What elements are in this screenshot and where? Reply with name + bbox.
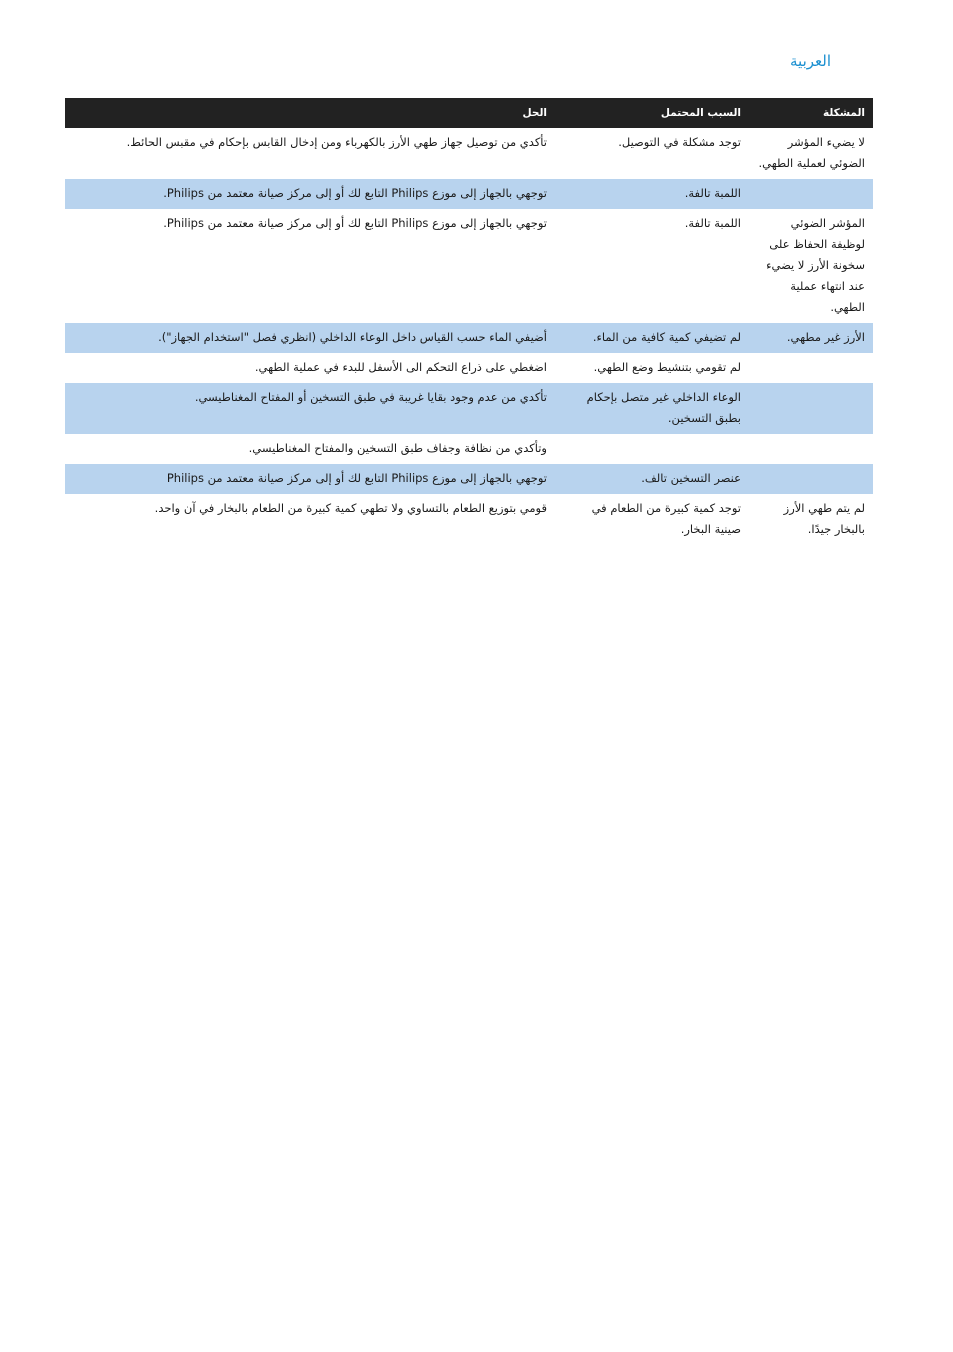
cell-solution: توجهي بالجهاز إلى موزع Philips التابع لك أو إلى مركز صيانة معتمد من Philips. (163, 216, 547, 230)
table-row (65, 179, 873, 209)
header-solution: الحل (65, 98, 555, 128)
table-row (65, 464, 873, 494)
table-row (65, 128, 873, 179)
table-row (65, 353, 873, 383)
cell-problem: المؤشر الضوئي لوظيفة الحفاظ على سخونة الأرز لا يضيء عند انتهاء عملية الطهي. (766, 216, 865, 314)
cell-cause: اللمبة تالفة. (684, 216, 741, 230)
table-row (65, 383, 873, 434)
cell-cause: الوعاء الداخلي غير متصل بإحكام بطبق التسخين. (555, 383, 749, 434)
header-problem: المشكلة (749, 98, 873, 128)
cell-problem: الأرز غير مطهي. (749, 323, 873, 353)
header-row (65, 98, 873, 128)
table-body (65, 128, 873, 545)
cell-problem: لا يضيء المؤشر الضوئي لعملية الطهي. (758, 135, 865, 170)
cell-solution: قومي بتوزيع الطعام بالتساوي ولا تطهي كمية كبيرة من الطعام بالبخار في آن واحد. (154, 501, 547, 515)
cell-problem (749, 434, 873, 464)
table-header (65, 98, 873, 128)
cell-problem (749, 353, 873, 383)
cell-problem: لم يتم طهي الأرز بالبخار جيدًا. (783, 501, 865, 536)
cell-cause: توجد مشكلة في التوصيل. (618, 135, 741, 149)
cell-problem (749, 179, 873, 209)
troubleshooting-table (65, 98, 873, 545)
cell-solution: أضيفي الماء حسب القياس داخل الوعاء الداخلي (انظري فصل "استخدام الجهاز"). (65, 323, 555, 353)
table-row (65, 494, 873, 545)
cell-cause: لم تقومي بتنشيط وضع الطهي. (593, 360, 741, 374)
cell-solution: تأكدي من توصيل جهاز طهي الأرز بالكهرباء ومن إدخال القابس بإحكام في مقبس الحائط. (126, 135, 547, 149)
cell-cause (555, 434, 749, 464)
cell-solution: تأكدي من عدم وجود بقايا غريبة في طبق التسخين أو المفتاح المغناطيسي. (65, 383, 555, 434)
cell-cause: عنصر التسخين تالف. (555, 464, 749, 494)
table-row (65, 434, 873, 464)
cell-solution: اضغطي على ذراع التحكم الى الأسفل للبدء في عملية الطهي. (254, 360, 547, 374)
cell-cause: لم تضيفي كمية كافية من الماء. (555, 323, 749, 353)
language-title: العربية (790, 52, 831, 70)
cell-problem (749, 464, 873, 494)
header-cause: السبب المحتمل (555, 98, 749, 128)
table-row (65, 323, 873, 353)
cell-cause: اللمبة تالفة. (555, 179, 749, 209)
cell-solution: توجهي بالجهاز إلى موزع Philips التابع لك أو إلى مركز صيانة معتمد من Philips (65, 464, 555, 494)
cell-solution: وتأكدي من نظافة وجفاف طبق التسخين والمفتاح المغناطيسي. (248, 441, 547, 455)
table-row (65, 209, 873, 323)
cell-solution: توجهي بالجهاز إلى موزع Philips التابع لك أو إلى مركز صيانة معتمد من Philips. (65, 179, 555, 209)
cell-cause: توجد كمية كبيرة من الطعام في صينية البخار. (591, 501, 741, 536)
cell-problem (749, 383, 873, 434)
